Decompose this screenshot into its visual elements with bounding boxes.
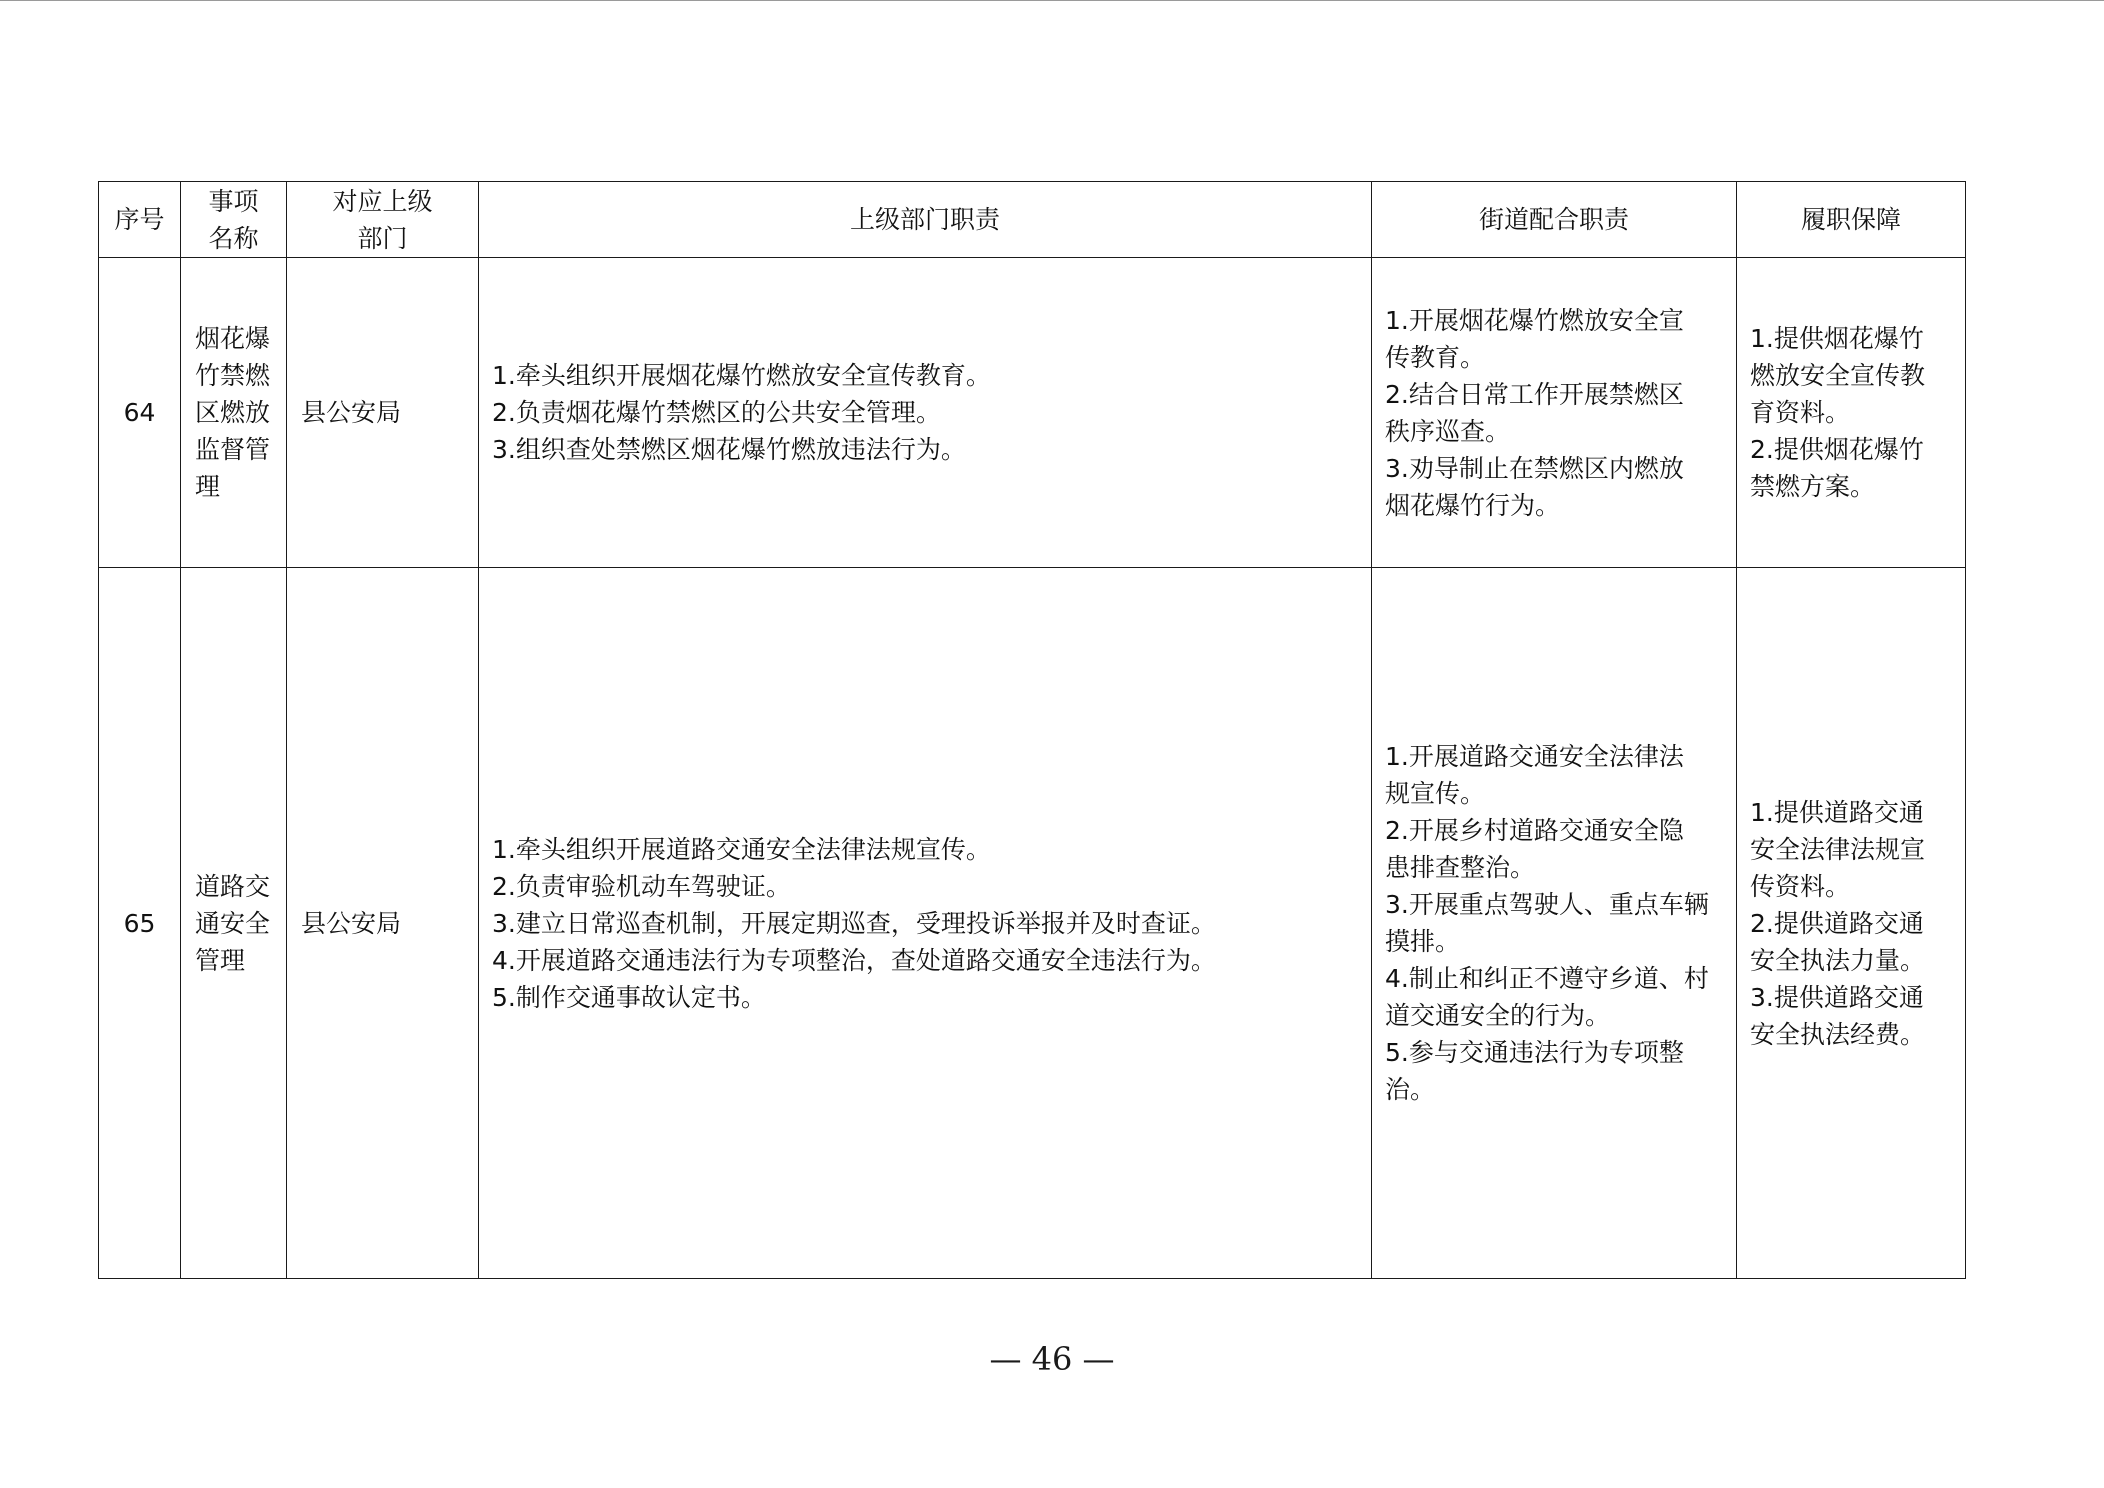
text-line: 5.参与交通违法行为专项整 xyxy=(1385,1038,1684,1067)
header-duty: 上级部门职责 xyxy=(479,182,1372,258)
text-line: 摸排。 xyxy=(1385,927,1461,956)
text-line: 1.牵头组织开展烟花爆竹燃放安全宣传教育。 xyxy=(492,361,991,390)
header-row xyxy=(99,182,1966,258)
superior-duties xyxy=(479,568,1372,1279)
superior-dept: 县公安局 xyxy=(287,568,479,1279)
text-line: 3.劝导制止在禁燃区内燃放 xyxy=(1385,453,1684,483)
text-line: 3.建立日常巡查机制，开展定期巡查，受理投诉举报并及时查证。 xyxy=(492,908,1216,938)
header-dept-line: 对应上级 xyxy=(332,186,433,216)
text-line: 患排查整治。 xyxy=(1385,853,1536,882)
table-row xyxy=(99,258,1966,568)
text-line: 2.负责审验机动车驾驶证。 xyxy=(492,871,791,901)
row-number: 64 xyxy=(99,258,181,568)
duty-table xyxy=(98,181,1966,1279)
text-line: 传资料。 xyxy=(1750,871,1851,901)
header-guarantee: 履职保障 xyxy=(1737,182,1966,258)
item-name xyxy=(181,568,287,1279)
text-line: 管理 xyxy=(195,945,246,975)
text-line: 竹禁燃 xyxy=(195,361,271,390)
text-line: 道路交 xyxy=(195,871,271,901)
text-line: 2.负责烟花爆竹禁燃区的公共安全管理。 xyxy=(492,398,941,427)
text-line: 1.开展道路交通安全法律法 xyxy=(1385,742,1684,771)
header-name-line: 名称 xyxy=(208,223,259,253)
text-line: 安全法律法规宣 xyxy=(1750,834,1926,864)
header-coop: 街道配合职责 xyxy=(1372,182,1737,258)
text-line: 育资料。 xyxy=(1750,398,1851,427)
header-dept xyxy=(287,182,479,258)
text-line: 安全执法经费。 xyxy=(1750,1019,1926,1049)
text-line: 道交通安全的行为。 xyxy=(1385,1001,1611,1030)
header-no: 序号 xyxy=(99,182,181,258)
text-line: 烟花爆竹行为。 xyxy=(1385,490,1561,520)
superior-duties xyxy=(479,258,1372,568)
superior-dept: 县公安局 xyxy=(287,258,479,568)
text-line: 2.提供烟花爆竹 xyxy=(1750,435,1924,464)
text-line: 3.组织查处禁燃区烟花爆竹燃放违法行为。 xyxy=(492,435,966,464)
top-border-line xyxy=(0,0,2104,1)
text-line: 2.开展乡村道路交通安全隐 xyxy=(1385,816,1684,845)
text-line: 安全执法力量。 xyxy=(1750,945,1926,975)
text-line: 1.开展烟花爆竹燃放安全宣 xyxy=(1385,305,1684,335)
guarantee xyxy=(1737,568,1966,1279)
text-line: 2.结合日常工作开展禁燃区 xyxy=(1385,379,1684,409)
text-line: 秩序巡查。 xyxy=(1385,416,1511,446)
text-line: 燃放安全宣传教 xyxy=(1750,361,1926,390)
guarantee xyxy=(1737,258,1966,568)
header-dept-line: 部门 xyxy=(357,223,408,253)
street-duties xyxy=(1372,568,1737,1279)
text-line: 烟花爆 xyxy=(195,324,271,353)
text-line: 通安全 xyxy=(195,908,271,938)
text-line: 3.开展重点驾驶人、重点车辆 xyxy=(1385,890,1709,919)
page-number: — 46 — xyxy=(989,1340,1115,1378)
table-row xyxy=(99,568,1966,1279)
text-line: 4.制止和纠正不遵守乡道、村 xyxy=(1385,964,1709,993)
text-line: 2.提供道路交通 xyxy=(1750,908,1924,938)
text-line: 禁燃方案。 xyxy=(1750,472,1876,501)
text-line: 1.提供道路交通 xyxy=(1750,797,1924,827)
text-line: 传教育。 xyxy=(1385,342,1486,372)
text-line: 理 xyxy=(195,472,221,501)
text-line: 1.牵头组织开展道路交通安全法律法规宣传。 xyxy=(492,834,991,864)
text-line: 规宣传。 xyxy=(1385,779,1486,808)
text-line: 3.提供道路交通 xyxy=(1750,982,1924,1012)
text-line: 监督管 xyxy=(195,435,271,464)
item-name xyxy=(181,258,287,568)
text-line: 5.制作交通事故认定书。 xyxy=(492,982,766,1012)
text-line: 1.提供烟花爆竹 xyxy=(1750,324,1924,353)
text-line: 治。 xyxy=(1385,1075,1436,1104)
row-number: 65 xyxy=(99,568,181,1279)
text-line: 区燃放 xyxy=(195,398,271,427)
header-name-line: 事项 xyxy=(208,186,259,216)
street-duties xyxy=(1372,258,1737,568)
header-name xyxy=(181,182,287,258)
text-line: 4.开展道路交通违法行为专项整治，查处道路交通安全违法行为。 xyxy=(492,945,1216,975)
